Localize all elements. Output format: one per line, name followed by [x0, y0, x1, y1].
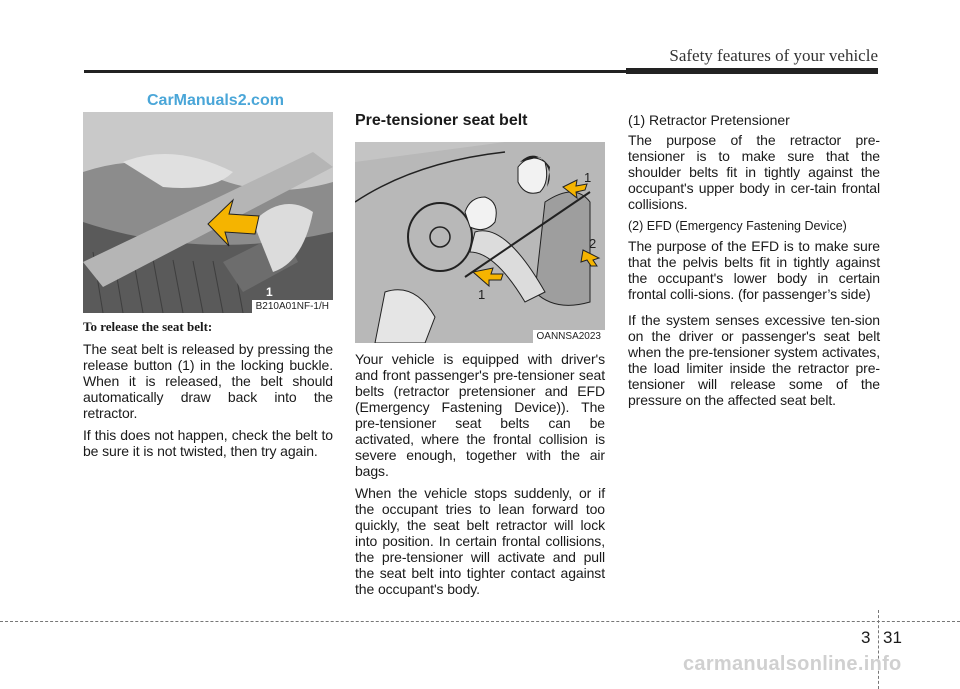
item-body-efd: The purpose of the EFD is to make sure that the pelvis belts fit in tightly against the occupant's lower body in certain frontal colli-sions. (for passenger’s side): [628, 238, 880, 302]
pretensioner-diagram: [355, 142, 605, 343]
item-title-efd: (2) EFD (Emergency Fastening Device): [628, 219, 847, 233]
diagram-label-1-bottom: 1: [478, 287, 486, 302]
seat-belt-release-photo: [83, 112, 333, 313]
watermark-bottom[interactable]: carmanualsonline.info: [683, 653, 902, 675]
item-body-retractor: The purpose of the retractor pre-tensioner is to make sure that the shoulder belts fit in tightly against the occupant's upper body in cer-tain frontal collisions.: [628, 132, 880, 212]
column-2: [355, 112, 605, 603]
page-number: 31: [883, 628, 902, 647]
pretensioner-illustration: [355, 142, 605, 343]
section-title: Pre-tensioner seat belt: [355, 112, 528, 129]
page-header-title: Safety features of your vehicle: [669, 46, 878, 65]
paragraph: Your vehicle is equipped with driver's and front passenger's pre-tensioner seat belts (retractor pretensioner and EFD (Emergency Fastening Device)). The pre-tensioner seat belts can be activated, where the frontal collision is severe enough, together with the air bags.: [355, 351, 605, 479]
paragraph: If this does not happen, check the belt to be sure it is not twisted, then try again.: [83, 427, 333, 459]
paragraph: The seat belt is released by pressing the release button (1) in the locking buckle. When it is released, the belt should automatically draw back into the retractor.: [83, 341, 333, 421]
section-caption: To release the seat belt:: [83, 319, 213, 334]
figure-number-label: 1: [266, 285, 273, 299]
footer-divider: [878, 610, 879, 689]
figure-code: OANNSA2023: [533, 330, 605, 343]
chapter-number: 3: [861, 628, 871, 647]
seat-belt-photo-illustration: [83, 112, 333, 313]
column-3: [628, 112, 880, 414]
figure-code: B210A01NF-1/H: [252, 300, 333, 313]
paragraph: When the vehicle stops suddenly, or if the occupant tries to lean forward too quickly, the seat belt retractor will lock into position. In certain frontal collisions, the pre-tensioner will activate and pull the seat belt into tighter contact against the occupant's body.: [355, 485, 605, 597]
header-rule-accent: [626, 68, 878, 74]
diagram-label-1-top: 1: [584, 170, 592, 185]
footer-rule: [0, 621, 960, 622]
column-1: [83, 112, 333, 465]
paragraph: If the system senses excessive ten-sion on the driver or passenger's seat belt when the pre-tensioner system activates, the load limiter inside the retractor pre-tensioner will release some of the pressure on the affected seat belt.: [628, 312, 880, 408]
diagram-label-2: 2: [589, 236, 597, 251]
item-title-retractor: (1) Retractor Pretensioner: [628, 112, 790, 128]
watermark-top[interactable]: CarManuals2.com: [147, 92, 284, 109]
